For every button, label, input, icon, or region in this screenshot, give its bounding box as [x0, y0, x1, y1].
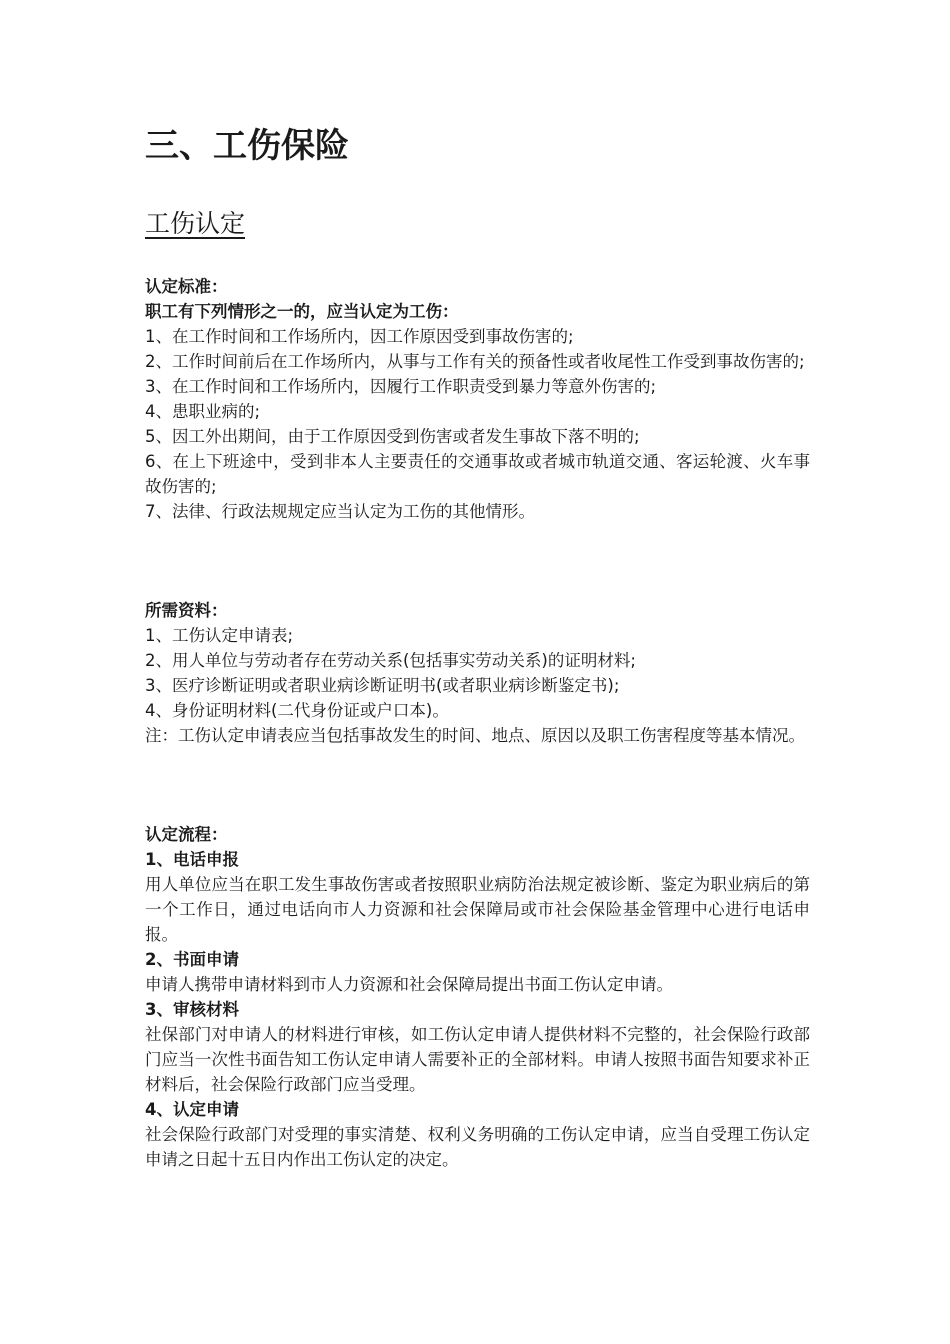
process-step-2-text: 申请人携带申请材料到市人力资源和社会保障局提出书面工伤认定申请。 [145, 975, 673, 994]
process-step-4-title: 4、认定申请 [145, 1100, 239, 1119]
process-step-4-text: 社会保险行政部门对受理的事实清楚、权利义务明确的工伤认定申请，应当自受理工伤认定申请之日起十五日内作出工伤认定的决定。 [145, 1125, 810, 1169]
materials-note: 注：工伤认定申请表应当包括事故发生的时间、地点、原因以及职工伤害程度等基本情况。 [145, 726, 805, 745]
process-step-3-text: 社保部门对申请人的材料进行审核，如工伤认定申请人提供材料不完整的，社会保险行政部门应当一次性书面告知工伤认定申请人需要补正的全部材料。申请人按照书面告知要求补正材料后，社会保险行政部门应当受理。 [145, 1025, 810, 1094]
process-step-1-title: 1、电话申报 [145, 850, 239, 869]
standards-item-3: 3、在工作时间和工作场所内，因履行工作职责受到暴力等意外伤害的; [145, 377, 657, 396]
materials-item-4: 4、身份证明材料(二代身份证或户口本)。 [145, 701, 449, 720]
standards-intro: 职工有下列情形之一的，应当认定为工伤： [145, 302, 459, 321]
recognition-standards-section [145, 274, 810, 524]
standards-label: 认定标准： [145, 277, 228, 296]
section-heading-work-injury-recognition: 工伤认定 [145, 209, 246, 238]
standards-item-1: 1、在工作时间和工作场所内，因工作原因受到事故伤害的; [145, 327, 574, 346]
document-title: 三、工伤保险 [145, 126, 349, 166]
materials-item-2: 2、用人单位与劳动者存在劳动关系(包括事实劳动关系)的证明材料; [145, 651, 636, 670]
materials-item-1: 1、工伤认定申请表; [145, 626, 294, 645]
materials-label: 所需资料： [145, 601, 228, 620]
recognition-process-section [145, 822, 810, 1172]
required-materials-section [145, 598, 810, 748]
standards-item-2: 2、工作时间前后在工作场所内，从事与工作有关的预备性或者收尾性工作受到事故伤害的; [145, 352, 805, 371]
process-step-3-title: 3、审核材料 [145, 1000, 239, 1019]
standards-item-6: 6、在上下班途中，受到非本人主要责任的交通事故或者城市轨道交通、客运轮渡、火车事故伤害的; [145, 452, 810, 496]
process-step-1-text: 用人单位应当在职工发生事故伤害或者按照职业病防治法规定被诊断、鉴定为职业病后的第一个工作日，通过电话向市人力资源和社会保障局或市社会保险基金管理中心进行电话申报。 [145, 875, 810, 944]
process-step-2-title: 2、书面申请 [145, 950, 239, 969]
standards-item-4: 4、患职业病的; [145, 402, 261, 421]
materials-item-3: 3、医疗诊断证明或者职业病诊断证明书(或者职业病诊断鉴定书); [145, 676, 620, 695]
process-label: 认定流程： [145, 825, 228, 844]
standards-item-5: 5、因工外出期间，由于工作原因受到伤害或者发生事故下落不明的; [145, 427, 640, 446]
standards-item-7: 7、法律、行政法规规定应当认定为工伤的其他情形。 [145, 502, 535, 521]
